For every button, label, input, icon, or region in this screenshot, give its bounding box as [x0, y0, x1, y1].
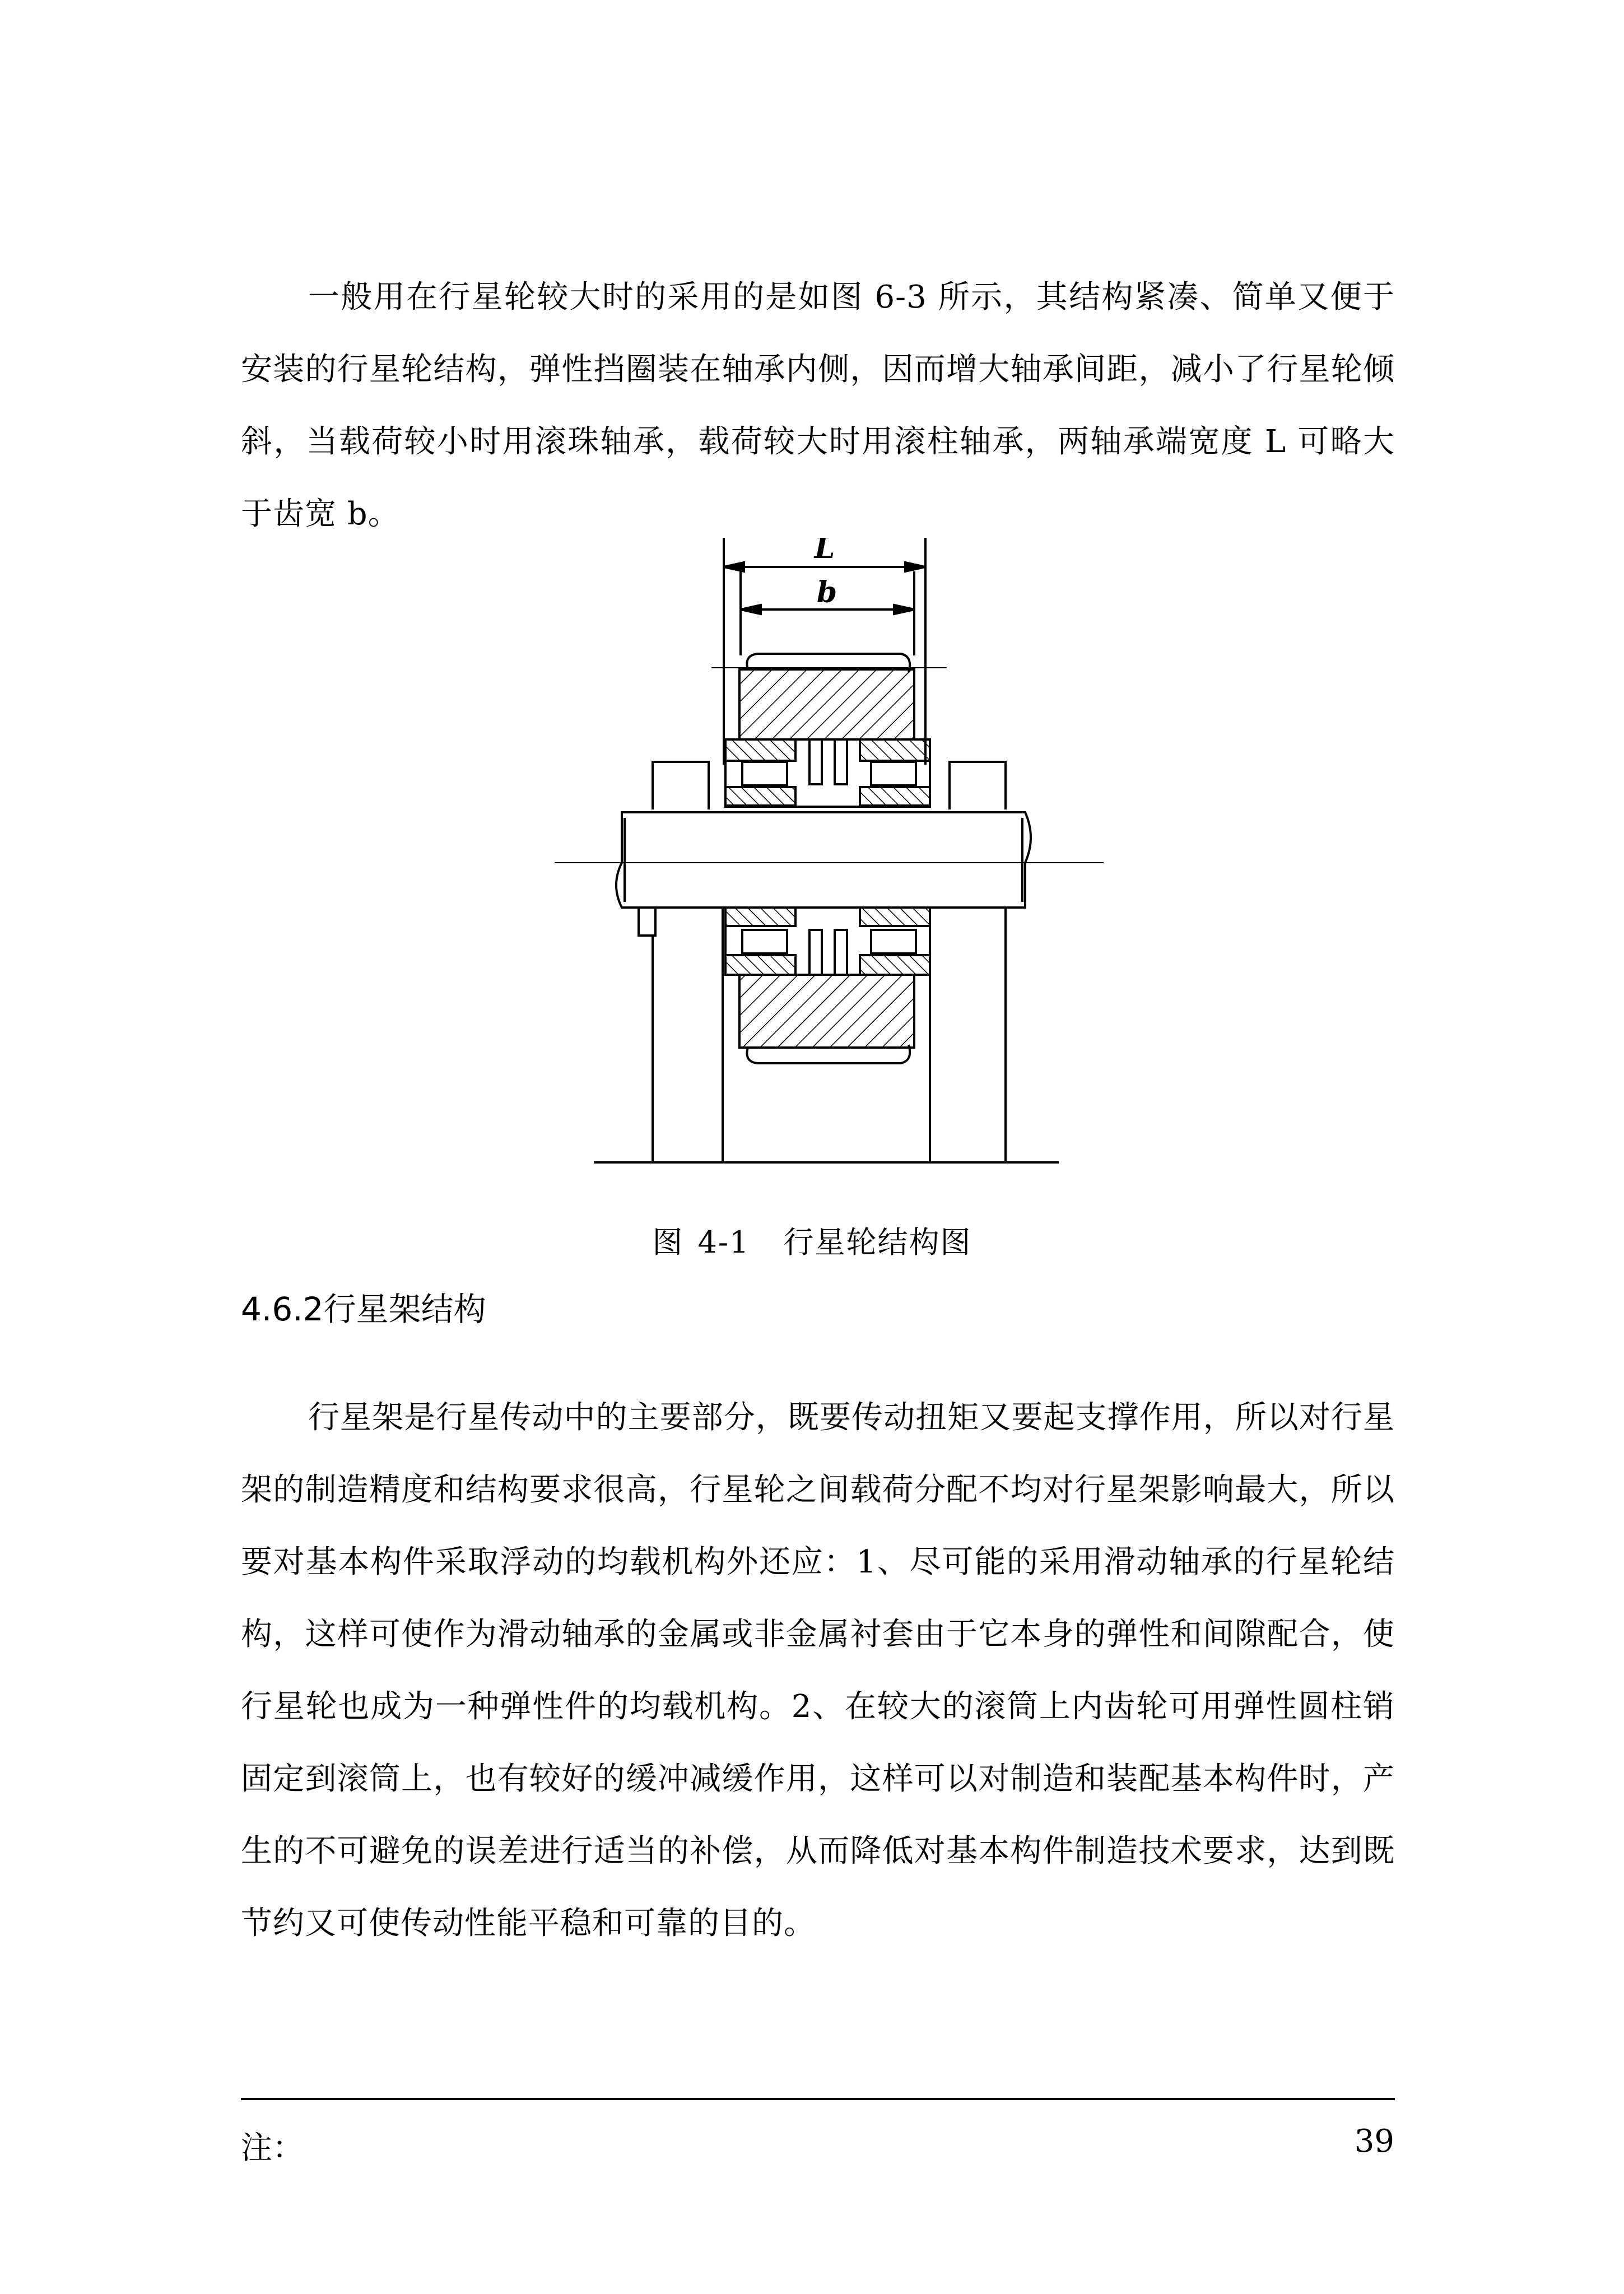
figure-caption-number: 4-1: [697, 1225, 750, 1260]
footer-divider: [241, 2098, 1395, 2100]
footer-note-label: 注：: [241, 2130, 304, 2166]
dimension-label-L: L: [814, 538, 835, 565]
intro-paragraph: 一般用在行星轮较大时的采用的是如图 6-3 所示，其结构紧凑、简单又便于安装的行星轮结构，弹性挡圈装在轴承内侧，因而增大轴承间距，减小了行星轮倾斜，当载荷较小时用滚珠轴承，载荷较大时用滚柱轴承，两轴承端宽度 L 可略大于齿宽 b。: [241, 279, 1395, 532]
dimension-label-b: b: [816, 575, 837, 609]
planet-carrier-paragraph: 行星架是行星传动中的主要部分，既要传动扭矩又要起支撑作用，所以对行星架的制造精度和结构要求很高，行星轮之间载荷分配不均对行星架影响最大，所以要对基本构件采取浮动的均载机构外还应：1、尽可能的采用滑动轴承的行星轮结构，这样可使作为滑动轴承的金属或非金属衬套由于它本身的弹性和间隙配合，使行星轮也成为一种弹性件的均载机构。2、在较大的滚筒上内齿轮可用弹性圆柱销固定到滚筒上，也有较好的缓冲减缓作用，这样可以对制造和装配基本构件时，产生的不可避免的误差进行适当的补偿，从而降低对基本构件制造技术要求，达到既节约又可使传动性能平稳和可靠的目的。: [241, 1399, 1395, 1942]
figure-caption: [0, 1218, 1624, 1262]
figure-caption-title: 行星轮结构图: [783, 1225, 972, 1260]
section-heading: 4.6.2行星架结构: [241, 1290, 486, 1328]
figure-caption-prefix: 图: [652, 1225, 684, 1260]
planet-gear-structure-figure: [555, 538, 1104, 1199]
page-number: 39: [1354, 2123, 1394, 2160]
